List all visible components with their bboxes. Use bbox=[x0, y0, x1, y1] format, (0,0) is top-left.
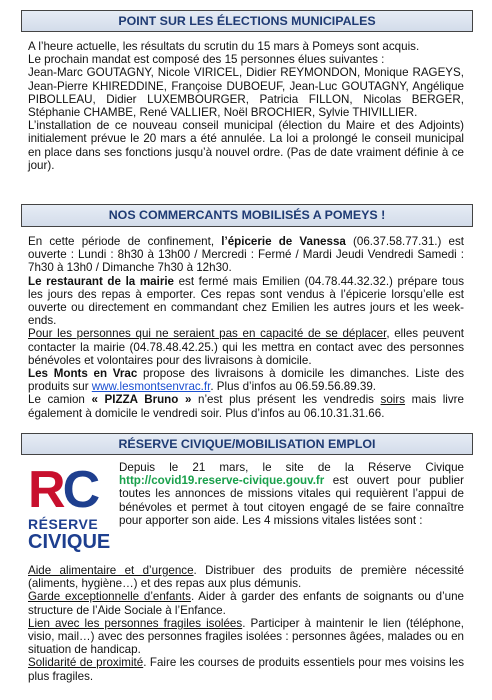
mission-text: . Aider à garder des enfants de soignants ou d’une structure de l’Aide Sociale à l’Enfance. bbox=[28, 590, 464, 617]
mission-text: . Participer à maintenir le lien (téléphone, visio, mail…) avec des personnes fragiles isolées : personnes âgées, malades ou en situation de handicap. bbox=[28, 616, 464, 657]
section-title: POINT SUR LES ÉLECTIONS MUNICIPALES bbox=[118, 14, 376, 28]
logo-r: R bbox=[28, 461, 63, 519]
vrac-paragraph bbox=[28, 367, 464, 393]
reserve-civique-link[interactable]: http://covid19.reserve-civique.gouv.fr bbox=[119, 474, 325, 488]
council-installation: L’installation de ce nouveau conseil municipal (élection du Maire et des Adjoints) initialement prévue le 20 mars a été annulée. La loi a prolongé le conseil municipal en place dans ses fonctions jusqu’à nouvel ordre. (Pas de date vraiment définie à ce jour). bbox=[28, 119, 464, 172]
mission-item bbox=[28, 656, 464, 682]
text: (06.37.58.77.31.) est ouverte : Lundi : 8h30 à 13h00 / Mercredi : Fermé / Mardi Jeudi Vendredi Samedi : 7h30 à 13h0 / Dimanche 7h30 à 12h30. bbox=[28, 235, 465, 275]
section-banner-commercants bbox=[21, 204, 473, 227]
reserve-civique-logo bbox=[28, 461, 111, 560]
mairie-paragraph bbox=[28, 327, 464, 367]
epicerie-paragraph bbox=[28, 235, 464, 275]
text: est fermé mais Emilien (04.78.44.32.32.) prépare tous les jours des repas à emporter. Ces repas sont vendus à l’épicerie lorsqu’elle est ouverte ou directement en commandant chez Emilien les autres jours et les week-ends. bbox=[28, 274, 464, 328]
logo-line1: RÉSERVE bbox=[28, 516, 99, 532]
elected-names: Jean-Marc GOUTAGNY, Nicole VIRICEL, Didier REYMONDON, Monique RAGEYS, Jean-Pierre KHIREDDINE, Françoise DUBOEUF, Jean-Luc GOUTAGNY, Angélique PIBOLLEAU, Didier LUXEMBOURGER, Patricia FILLON, Nicolas BERGER, Stéphanie CHAMBE, René VALLIER, Noël BROCHIER, Sylvie THIVILLIER. bbox=[28, 66, 464, 120]
logo-line2: CIVIQUE bbox=[28, 531, 111, 553]
text: est ouvert pour publier toutes les annonces de missions vitales qui requièrent l’appui de bénévoles et permet à tout citoyen engagé de se faire connaître pour apporter son aide. Les 4 missions vitales listées sont : bbox=[119, 474, 464, 527]
logo-c: C bbox=[62, 461, 98, 519]
section-banner-elections bbox=[21, 10, 473, 32]
restaurant-paragraph bbox=[28, 275, 464, 328]
elections-section bbox=[28, 40, 464, 172]
restaurant-name: Le restaurant de la mairie bbox=[28, 274, 174, 288]
reserve-intro bbox=[119, 461, 464, 527]
mission-label: Aide alimentaire et d’urgence bbox=[28, 564, 194, 577]
text: , elles peuvent contacter la mairie (04.78.48.42.25.) qui les mettra en contact avec des personnes bénévoles et volontaires pour des livraisons à domicile. bbox=[28, 327, 464, 367]
mission-label: Lien avec les personnes fragiles isolées bbox=[28, 616, 243, 630]
text: Le camion bbox=[28, 393, 92, 407]
mission-item bbox=[28, 590, 464, 616]
vrac-name: Les Monts en Vrac bbox=[28, 367, 138, 381]
text: n’est plus présent les vendredis bbox=[191, 393, 381, 407]
text: mais livre également à domicile le vendredi soir. Plus d’infos au 06.10.31.31.66. bbox=[28, 393, 464, 420]
section-title: RÉSERVE CIVIQUE/MOBILISATION EMPLOI bbox=[118, 437, 376, 451]
elections-status: A l’heure actuelle, les résultats du scrutin du 15 mars à Pomeys sont acquis. bbox=[28, 40, 420, 53]
text: . Plus d’infos au 06.59.56.89.39. bbox=[210, 380, 377, 394]
text: propose des livraisons à domicile les dimanches. Liste des produits sur bbox=[28, 367, 464, 394]
underlined-text: soirs bbox=[380, 393, 406, 407]
elections-intro: Le prochain mandat est composé des 15 personnes élues suivantes : bbox=[28, 53, 385, 67]
mission-item bbox=[28, 564, 464, 590]
mission-text: . Distribuer des produits de première nécessité (aliments, hygiène…) et des repas aux plus démunis. bbox=[28, 564, 465, 591]
commercants-section bbox=[28, 235, 464, 420]
mission-item bbox=[28, 617, 464, 657]
section-title: NOS COMMERCANTS MOBILISÉS A POMEYS ! bbox=[108, 208, 386, 222]
mission-text: . Faire les courses de produits essentiels pour mes voisins les plus fragiles. bbox=[28, 656, 464, 683]
section-banner-reserve bbox=[21, 433, 473, 455]
epicerie-name: l’épicerie de Vanessa bbox=[221, 235, 346, 248]
missions-list bbox=[28, 564, 464, 683]
vrac-link[interactable]: www.lesmontsenvrac.fr bbox=[91, 380, 211, 394]
underlined-text: Pour les personnes qui ne seraient pas en capacité de se déplacer bbox=[28, 327, 387, 341]
mission-label: Garde exceptionnelle d’enfants bbox=[28, 590, 191, 604]
mission-label: Solidarité de proximité bbox=[28, 656, 144, 670]
pizza-paragraph bbox=[28, 393, 464, 419]
rc-letters bbox=[28, 461, 110, 519]
pizza-name: « PIZZA Bruno » bbox=[91, 393, 192, 407]
text: En cette période de confinement, bbox=[28, 235, 222, 248]
text: Depuis le 21 mars, le site de la Réserve Civique bbox=[119, 461, 464, 474]
